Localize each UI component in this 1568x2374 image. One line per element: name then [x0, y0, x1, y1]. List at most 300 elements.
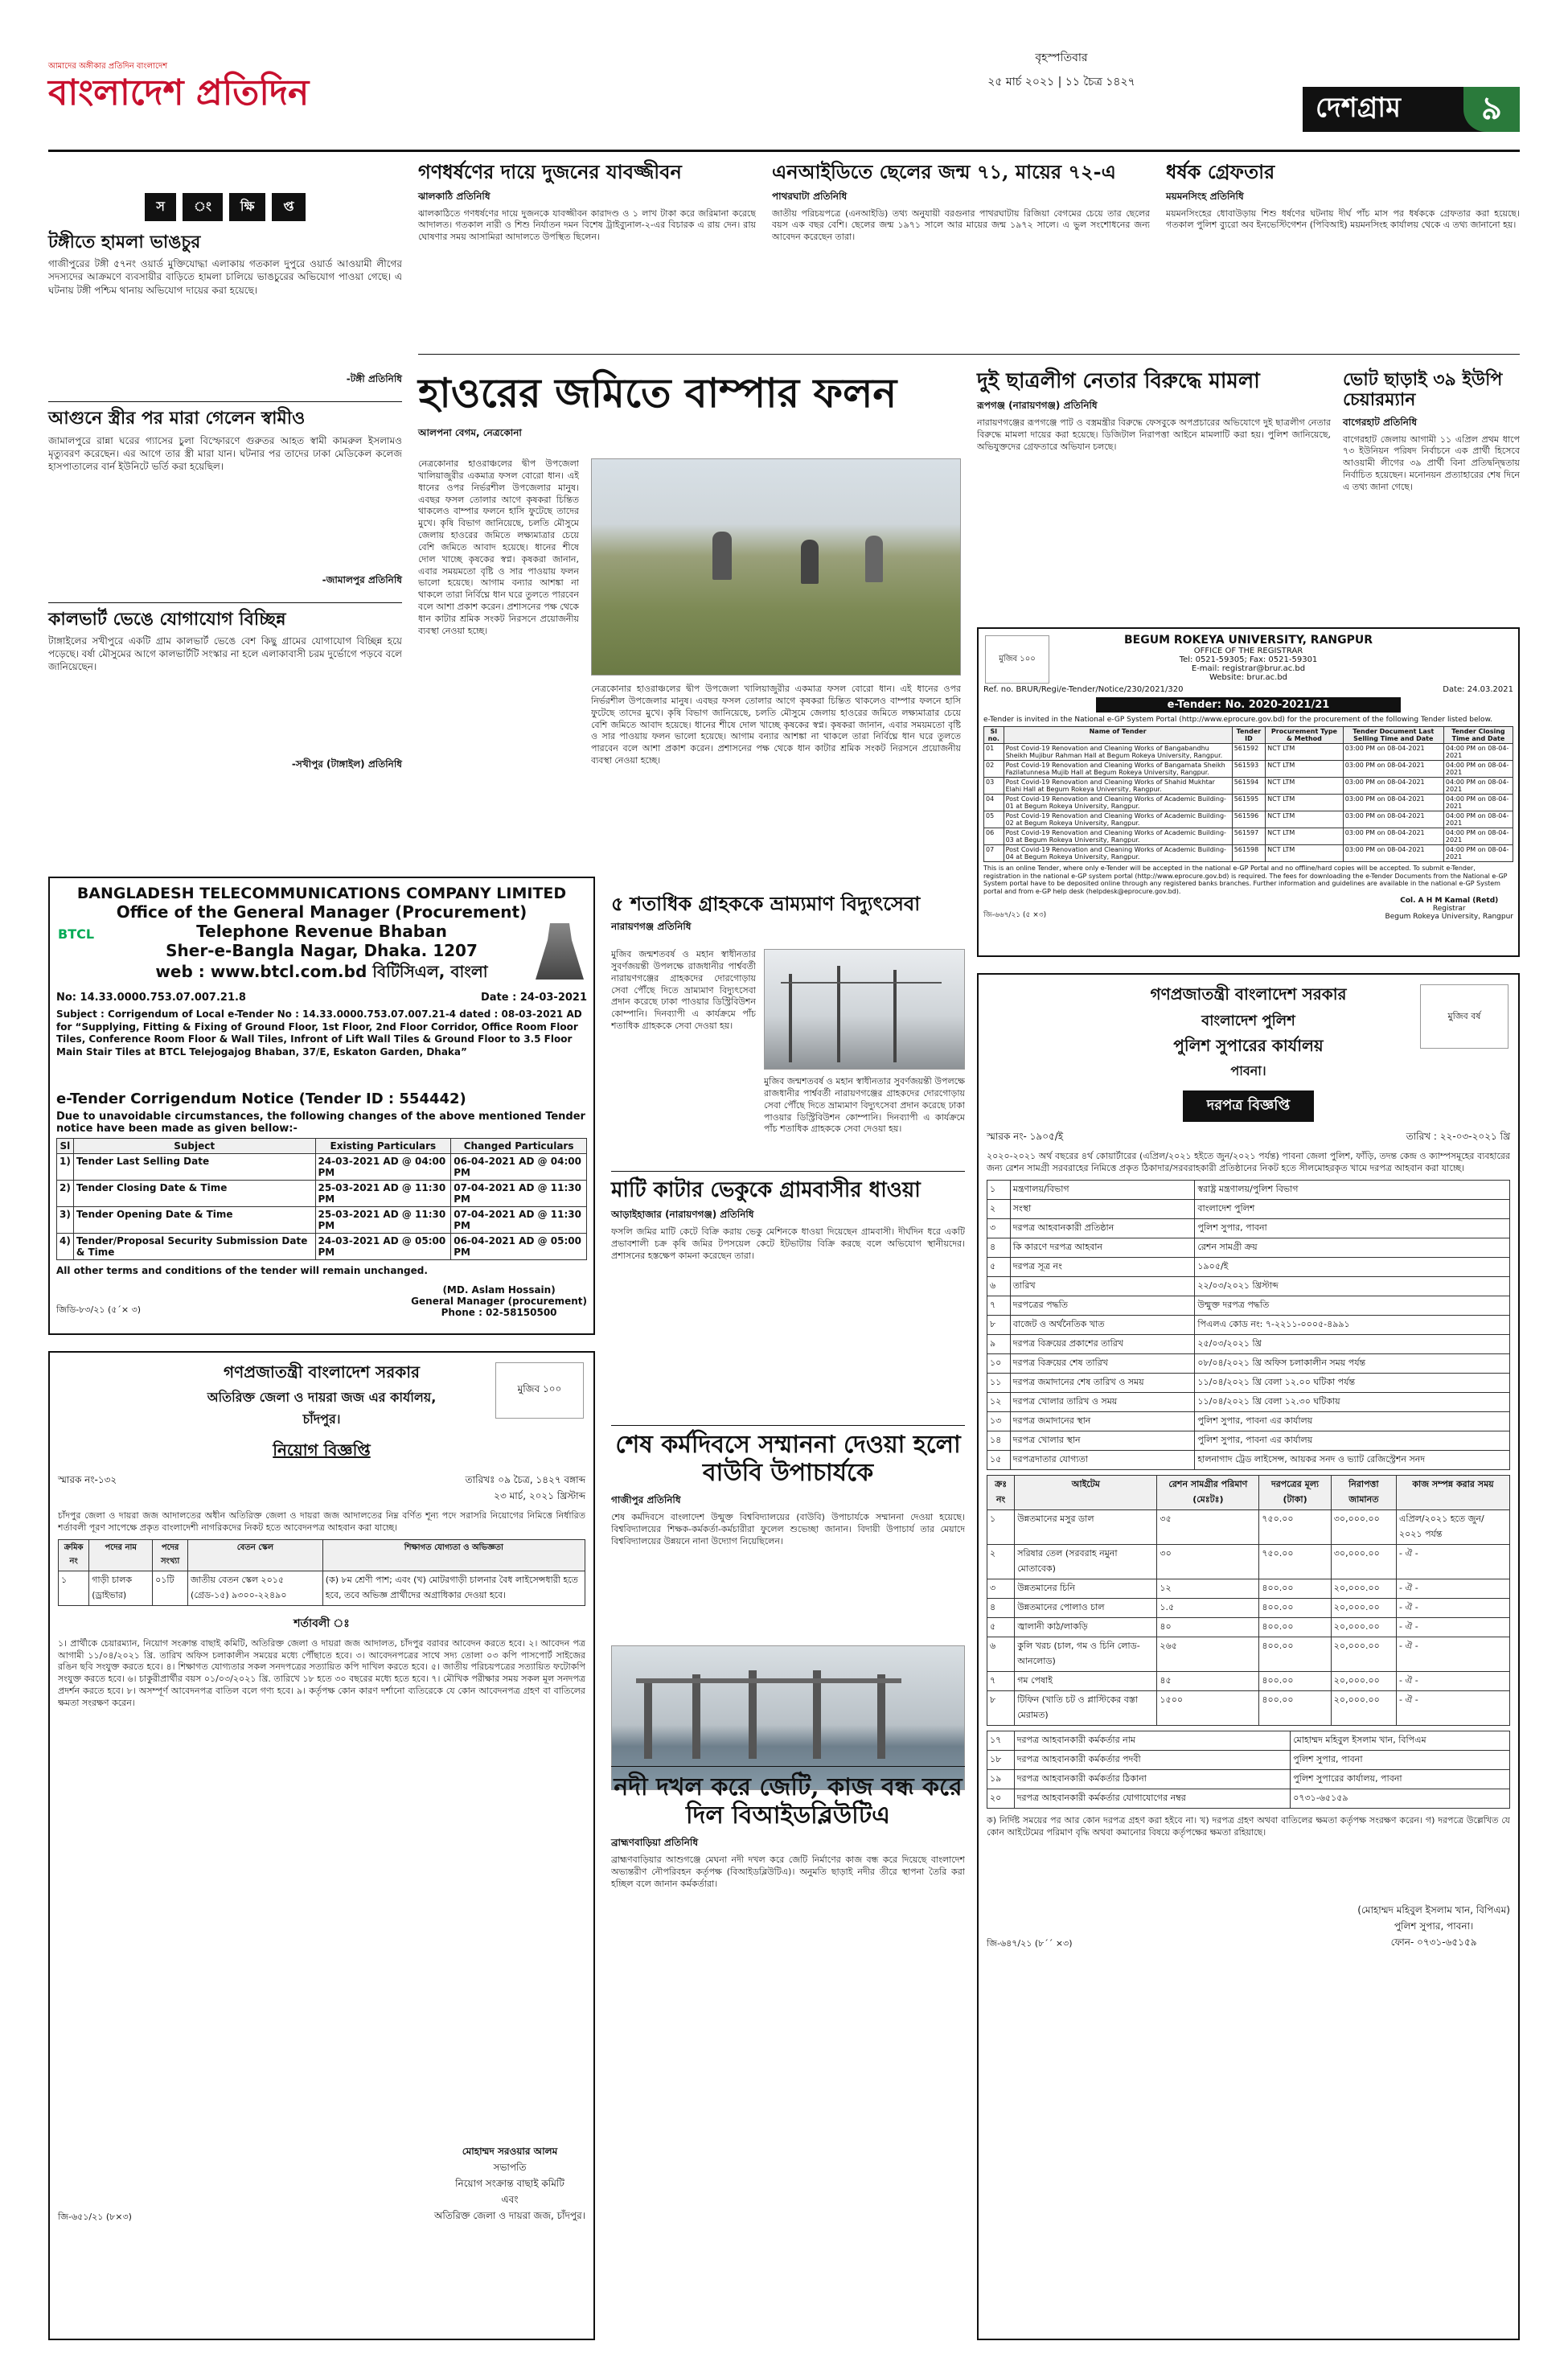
chandpur-cell: (ক) ৮ম শ্রেণী পাশ; এবং (খ) মোটরগাড়ী চালনার বৈধ লাইসেন্সধারী হতে হবে, তবে অভিজ্ঞ প্রার্থীদের অগ্রাধিকার দেওয়া হবে।	[322, 1571, 585, 1605]
police-items-cell: - ঐ -	[1396, 1637, 1509, 1671]
rokeya-cell: Post Covid-19 Renovation and Cleaning Works of Academic Building-04 at Begum Rokeya University, Rangpur.	[1004, 845, 1232, 862]
police-items-cell: ৩০,০০০.০০	[1331, 1509, 1396, 1544]
police-info-cell: ৫	[987, 1257, 1011, 1276]
table-row	[59, 1571, 585, 1605]
rokeya-cell: NCT LTM	[1266, 845, 1344, 862]
police-officer-cell: পুলিশ সুপারের কার্যালয়, পাবনা	[1291, 1769, 1510, 1789]
police-items-cell: ৩	[987, 1579, 1015, 1598]
table-row	[987, 1218, 1510, 1238]
police-info-cell: ১৫	[987, 1450, 1011, 1469]
police-info-cell: ১৩	[987, 1411, 1011, 1431]
masthead	[48, 32, 1520, 153]
btcl-cell: 2)	[57, 1181, 74, 1207]
police-items-cell: ৪০০.০০	[1259, 1637, 1331, 1671]
rokeya-cell: 04:00 PM on 08-04-2021	[1443, 778, 1513, 795]
right-story	[977, 370, 1331, 627]
chandpur-header: পদের সংখ্যা	[153, 1539, 188, 1571]
rokeya-cell: 03:00 PM on 08-04-2021	[1343, 795, 1443, 811]
ad-tel: Tel: 0521-59305; Fax: 0521-59301	[1179, 655, 1318, 664]
btcl-header: Existing Particulars	[315, 1139, 451, 1154]
police-info-cell: ৪	[987, 1238, 1011, 1257]
rokeya-cell: 04:00 PM on 08-04-2021	[1443, 811, 1513, 828]
police-info-cell: ২	[987, 1199, 1011, 1218]
police-items-cell: উন্নতমানের মসুর ডাল	[1015, 1509, 1157, 1544]
btcl-cell: 06-04-2021 AD @ 04:00 PM	[451, 1154, 587, 1181]
ad-title: নিয়োগ বিজ্ঞপ্তি	[273, 1440, 371, 1460]
btcl-header: Subject	[73, 1139, 315, 1154]
ad-gd-code: জিডি-৮৩/২১ (৫´× ৩)	[56, 1304, 142, 1315]
btcl-cell: 07-04-2021 AD @ 11:30 PM	[451, 1207, 587, 1234]
btcl-header: Sl	[57, 1139, 74, 1154]
rokeya-cell: 561597	[1232, 828, 1265, 845]
ad-signer: Col. A H M Kamal (Retd)	[1400, 897, 1499, 905]
police-items-cell: সরিষার তেল (সরবরাহ নমুনা মোতাবেক)	[1015, 1544, 1157, 1579]
rokeya-header: Sl no.	[984, 727, 1004, 744]
police-items-cell: ২০,০০০.০০	[1331, 1579, 1396, 1598]
story-byline: গাজীপুর প্রতিনিধি	[611, 1494, 681, 1505]
police-info-cell: উন্মুক্ত দরপত্র পদ্ধতি	[1195, 1296, 1510, 1315]
police-info-cell: হালনাগাদ ট্রেড লাইসেন্স, আয়কর সনদ ও ভ্যাট রেজিস্ট্রেশন সনদ	[1195, 1450, 1510, 1469]
ad-subject: Subject : Corrigendum of Local e-Tender No : 14.33.0000.753.07.007.21-4 dated : 08-03-2021 AD for “Supplying, Fitting & Fixing of Ground Floor, 1st Floor, 2nd Floor Corridor, Office Room Floor Tiles, Conference Room Floor & Wall Tiles, Infront of Lift Wall Tiles & Ground Floor to 3.5 Floor Main Stair Tiles at BTCL Telejogajog Bhaban, 37/E, Eskaton Garden, Dhaka”	[56, 1008, 582, 1058]
police-officer-cell: ০৭৩১-৬৫১৫৯	[1291, 1789, 1510, 1808]
jetty-photo	[611, 1645, 965, 1790]
mujib-emblem	[1420, 984, 1508, 1049]
rokeya-cell: 561595	[1232, 795, 1265, 811]
rokeya-cell: 561598	[1232, 845, 1265, 862]
police-info-cell: দরপত্র খোলার তারিখ ও সময়	[1010, 1392, 1195, 1411]
chandpur-post-table	[58, 1539, 585, 1606]
ad-intro: e-Tender is invited in the National e-GP System Portal (http://www.eprocure.gov.bd) for the procurement of the following Tender listed below.	[983, 716, 1492, 724]
brief-item	[48, 610, 402, 774]
police-info-cell: ৯	[987, 1334, 1011, 1353]
ad-gd-code: জি-৬৪৭/২১ (৮´´ ×৩)	[987, 1937, 1073, 1949]
table-row	[987, 1411, 1510, 1431]
rokeya-cell: 03:00 PM on 08-04-2021	[1343, 811, 1443, 828]
rokeya-header: Name of Tender	[1004, 727, 1232, 744]
police-items-cell: ৪০	[1157, 1617, 1259, 1637]
table-row	[984, 761, 1513, 778]
police-items-header: ক্রঃ নং	[987, 1475, 1015, 1509]
emblem-label: মুজিব ১০০	[517, 1383, 562, 1394]
brief-item	[48, 409, 402, 589]
ad-office: পুলিশ সুপারের কার্যালয়	[1173, 1036, 1324, 1055]
ad-tender-no: e-Tender: No. 2020-2021/21	[1096, 697, 1401, 713]
police-items-cell: - ঐ -	[1396, 1598, 1509, 1617]
logo-text: বাংলাদেশ প্রতিদিন	[48, 72, 310, 113]
police-officer-cell: দরপত্র আহবানকারী কর্মকর্তার নাম	[1014, 1731, 1291, 1750]
table-row	[987, 1199, 1510, 1218]
ad-gd-code: জি-৬৫১/২১ (৮×৩)	[58, 2211, 132, 2222]
story-body: শেষ কর্মদিবসে বাংলাদেশ উন্মুক্ত বিশ্ববিদ্যালয়ের (বাউবি) উপাচার্যকে সম্মাননা দেওয়া হয়েছে। বিশ্ববিদ্যালয়ের শিক্ষক-কর্মকর্তা-কর্মচারীরা ফুলেল শুভেচ্ছা জানান। বিদায়ী উপাচার্য তার মেয়াদে বিশ্ববিদ্যালয়ের উন্নয়নে নানা উদ্যোগ নিয়েছিলেন।	[611, 1512, 965, 1546]
rokeya-header: Tender ID	[1232, 727, 1265, 744]
police-info-cell: ০৮/০৪/২০২১ খ্রি অফিস চলাকালীন সময় পর্যন্ত	[1195, 1353, 1510, 1373]
ad-signer-committee: নিয়োগ সংক্রান্ত বাছাই কমিটি	[455, 2177, 564, 2189]
table-row	[987, 1544, 1510, 1579]
btcl-cell: 4)	[57, 1234, 74, 1260]
police-items-header: কাজ সম্পন্ন করার সময়	[1396, 1475, 1509, 1509]
story-headline: নদী দখল করে জেটি, কাজ বন্ধ করে দিল বিআইডব্লিউটিএ	[614, 1773, 963, 1830]
police-info-cell: তারিখ	[1010, 1276, 1195, 1296]
police-items-cell: - ঐ -	[1396, 1671, 1509, 1690]
mid-story	[611, 1774, 965, 2337]
police-items-cell: ৮	[987, 1690, 1015, 1725]
ad-gov: গণপ্রজাতন্ত্রী বাংলাদেশ সরকার	[224, 1362, 420, 1382]
page-number: ৯	[1463, 87, 1520, 132]
police-info-cell: বাজেট ও অর্থনৈতিক খাত	[1010, 1315, 1195, 1334]
table-row	[987, 1431, 1510, 1450]
police-info-cell: ১৪	[987, 1431, 1011, 1450]
lead-story	[418, 370, 965, 885]
ad-place: চাঁদপুর।	[302, 1411, 341, 1427]
police-info-cell: দরপত্র বিক্রয়ের শেষ তারিখ	[1010, 1353, 1195, 1373]
police-info-cell: পুলিশ সুপার, পাবনা এর কার্যালয়	[1195, 1411, 1510, 1431]
police-info-cell: ১১	[987, 1373, 1011, 1392]
police-info-cell: কি কারণে দরপত্র আহবান	[1010, 1238, 1195, 1257]
police-items-cell: ৪৫	[1157, 1671, 1259, 1690]
emblem-label: মুজিব ১০০	[999, 654, 1036, 663]
rokeya-cell: NCT LTM	[1266, 811, 1344, 828]
brief-credit: -জামালপুর প্রতিনিধি	[322, 573, 402, 585]
rokeya-cell: Post Covid-19 Renovation and Cleaning Works of Academic Building-01 at Begum Rokeya University, Rangpur.	[1004, 795, 1232, 811]
table-row	[987, 1671, 1510, 1690]
ad-signer: (MD. Aslam Hossain)	[442, 1284, 556, 1296]
police-officer-cell: দরপত্র আহবানকারী কর্মকর্তার পদবী	[1014, 1750, 1291, 1769]
ad-signer-title: Registrar	[1432, 905, 1466, 913]
police-items-header: আইটেম	[1015, 1475, 1157, 1509]
top-story	[418, 161, 756, 346]
ad-title: দরপত্র বিজ্ঞপ্তি	[1183, 1090, 1314, 1122]
ad-intro: Due to unavoidable circumstances, the following changes of the above mentioned Tender notice have been made as given bellow:-	[56, 1111, 585, 1135]
police-items-cell: ৫	[987, 1617, 1015, 1637]
table-row	[987, 1617, 1510, 1637]
rokeya-cell: 03:00 PM on 08-04-2021	[1343, 744, 1443, 761]
brief-body: টাঙ্গাইলের সখীপুরে একটি গ্রাম কালভার্ট ভেঙে বেশ কিছু গ্রামের যোগাযোগ বিচ্ছিন্ন হয়ে পড়েছে। বর্ষা মৌসুমের আগে কালভার্টটি সংস্কার না হলে এলাকাবাসী চরম দুর্ভোগে পড়বে বলে জানিয়েছেন।	[48, 635, 402, 673]
rokeya-cell: Post Covid-19 Renovation and Cleaning Works of Academic Building-03 at Begum Rokeya University, Rangpur.	[1004, 828, 1232, 845]
police-items-cell: ৩৫	[1157, 1509, 1259, 1544]
chandpur-header: পদের নাম	[89, 1539, 153, 1571]
police-officer-cell: দরপত্র আহবানকারী কর্মকর্তার ঠিকানা	[1014, 1769, 1291, 1789]
table-row	[987, 1180, 1510, 1199]
section-name: দেশগ্রাম	[1316, 91, 1401, 124]
btcl-cell: 25-03-2021 AD @ 11:30 PM	[315, 1181, 451, 1207]
story-byline: ময়মনসিংহ প্রতিনিধি	[1166, 190, 1244, 202]
ad-email: E-mail: registrar@brur.ac.bd	[1191, 664, 1306, 673]
police-items-cell: ৩০	[1157, 1544, 1259, 1579]
table-row	[987, 1296, 1510, 1315]
ad-signer-and: এবং	[501, 2193, 519, 2205]
ad-gov: গণপ্রজাতন্ত্রী বাংলাদেশ সরকার	[1150, 984, 1347, 1004]
mid-story	[611, 893, 965, 1166]
power-substation-photo	[764, 949, 965, 1070]
police-info-cell: ২৫/০৩/২০২১ খ্রি	[1195, 1334, 1510, 1353]
police-info-cell: পিএলএ কোড নং: ৭-২২১১-০০০৫-৪৯৯১	[1195, 1315, 1510, 1334]
police-items-cell: ২৬৫	[1157, 1637, 1259, 1671]
police-items-cell: ১	[987, 1509, 1015, 1544]
police-items-cell: ৭৫০.০০	[1259, 1509, 1331, 1544]
police-info-cell: দরপত্রদাতার যোগ্যতা	[1010, 1450, 1195, 1469]
police-info-cell: ২২/০৩/২০২১ খ্রিস্টাব্দ	[1195, 1276, 1510, 1296]
rokeya-cell: 03:00 PM on 08-04-2021	[1343, 778, 1443, 795]
story-body: ফসলি জমির মাটি কেটে বিক্রি করায় ভেকু মেশিনকে ধাওয়া দিয়েছেন গ্রামবাসী। দীর্ঘদিন ধরে একটি প্রভাবশালী চক্র কৃষি জমির টপসয়েল কেটে ইটভাটায় বিক্রি করছে বলে অভিযোগ স্থানীয়দের। প্রশাসনের হস্তক্ষেপ কামনা করেছেন তারা।	[611, 1226, 965, 1261]
story-byline: ব্রাহ্মণবাড়িয়া প্রতিনিধি	[611, 1837, 699, 1848]
police-officer-cell: পুলিশ সুপার, পাবনা	[1291, 1750, 1510, 1769]
table-row	[984, 845, 1513, 862]
ad-office: Office of the General Manager (Procurement)	[116, 902, 527, 922]
ad-office: OFFICE OF THE REGISTRAR	[1193, 647, 1303, 655]
masthead-rule	[48, 150, 1520, 152]
table-row	[987, 1598, 1510, 1617]
police-items-cell: ৪০০.০০	[1259, 1617, 1331, 1637]
police-items-header: রেশন সামগ্রীর পরিমাণ (মেঃটঃ)	[1157, 1475, 1259, 1509]
police-info-cell: রেশন সামগ্রী ক্রয়	[1195, 1238, 1510, 1257]
police-items-cell: - ঐ -	[1396, 1690, 1509, 1725]
emblem-label: মুজিব বর্ষ	[1447, 1010, 1481, 1021]
police-info-cell: দরপত্র জমাদানের শেষ তারিখ ও সময়	[1010, 1373, 1195, 1392]
newspaper-logo	[48, 60, 309, 111]
ad-dept: বাংলাদেশ পুলিশ	[1201, 1012, 1295, 1029]
ad-ref: Ref. no. BRUR/Regi/e-Tender/Notice/230/2021/320	[983, 685, 1184, 694]
police-items-cell: ২০,০০০.০০	[1331, 1637, 1396, 1671]
police-info-cell: ১১/০৪/২০২১ খ্রি বেলা ১২.০০ ঘটিকা পর্যন্ত	[1195, 1373, 1510, 1392]
ad-gd-code: জি-৬৬৭/২১ (৫ ×৩)	[983, 911, 1047, 919]
police-officer-cell: ১৮	[987, 1750, 1015, 1769]
table-row	[987, 1690, 1510, 1725]
issue-day: বৃহস্পতিবার	[1035, 51, 1088, 64]
ad-signer-title: সভাপতি	[493, 2161, 527, 2173]
police-items-header: দরপত্রের মূল্য (টাকা)	[1259, 1475, 1331, 1509]
police-officer-table	[987, 1731, 1510, 1809]
police-items-cell: ২	[987, 1544, 1015, 1579]
rokeya-header: Tender Document Last Selling Time and Date	[1343, 727, 1443, 744]
btcl-logo	[58, 926, 122, 942]
police-items-cell: ৪	[987, 1598, 1015, 1617]
issue-date: ২৫ মার্চ ২০২১ | ১১ চৈত্র ১৪২৭	[987, 76, 1135, 88]
table-row	[987, 1315, 1510, 1334]
ad-memo-no: স্মারক নং-১৩২	[58, 1474, 117, 1485]
table-row	[987, 1392, 1510, 1411]
mujib-emblem	[985, 635, 1049, 684]
police-items-cell: ৪০০.০০	[1259, 1598, 1331, 1617]
logo-label: BTCL	[58, 926, 95, 942]
story-body: বাগেরহাট জেলায় আগামী ১১ এপ্রিল প্রথম ধাপে ৭৩ ইউনিয়ন পরিষদ নির্বাচনে এক প্রার্থী হিসেবে আওয়ামী লীগের ৩৯ প্রার্থী বিনা প্রতিদ্বন্দ্বিতায় নির্বাচিত হয়েছেন। মনোনয়ন প্রত্যাহারের শেষ দিনে এ তথ্য জানা গেছে।	[1343, 433, 1520, 492]
story-byline: নারায়ণগঞ্জ প্রতিনিধি	[611, 920, 692, 932]
table-row	[987, 1789, 1510, 1808]
brief-credit: -টঙ্গী প্রতিনিধি	[346, 373, 402, 385]
police-info-cell: ৬	[987, 1276, 1011, 1296]
rokeya-cell: Post Covid-19 Renovation and Cleaning Works of Academic Building-02 at Begum Rokeya University, Rangpur.	[1004, 811, 1232, 828]
story-byline: আড়াইহাজার (নারায়ণগঞ্জ) প্রতিনিধি	[611, 1208, 754, 1220]
story-byline: ঝালকাঠি প্রতিনিধি	[418, 190, 491, 202]
ad-website: Website: brur.ac.bd	[1209, 673, 1288, 682]
rokeya-cell: NCT LTM	[1266, 828, 1344, 845]
table-row	[987, 1353, 1510, 1373]
rokeya-cell: 04:00 PM on 08-04-2021	[1443, 828, 1513, 845]
logo-tagline: আমাদের অঙ্গীকার প্রতিদিন বাংলাদেশ	[48, 62, 168, 71]
section-banner	[1303, 87, 1520, 132]
btcl-cell: 24-03-2021 AD @ 05:00 PM	[315, 1234, 451, 1260]
rokeya-cell: 04:00 PM on 08-04-2021	[1443, 845, 1513, 862]
story-body: নারায়ণগঞ্জের রূপগঞ্জে পাট ও বস্ত্রমন্ত্রীর বিরুদ্ধে ফেসবুকে অপপ্রচারের অভিযোগে দুই ছাত্রলীগ নেতার বিরুদ্ধে মামলা দায়ের করা হয়েছে। ডিজিটাল নিরাপত্তা আইনে মামলাটি করা হয়। পুলিশ জানিয়েছে, অভিযুক্তদের গ্রেফতারে অভিযান চলছে।	[977, 417, 1331, 452]
ad-terms-title: শর্তাবলী ঃ	[293, 1616, 350, 1630]
btcl-header: Changed Particulars	[451, 1139, 587, 1154]
rokeya-cell: NCT LTM	[1266, 761, 1344, 778]
police-officer-cell: ১৯	[987, 1769, 1015, 1789]
brief-item	[48, 232, 402, 388]
police-items-cell: ২০,০০০.০০	[1331, 1690, 1396, 1725]
brief-label-char: ক্ষি	[229, 193, 266, 221]
rokeya-header: Tender Closing Time and Date	[1443, 727, 1513, 744]
brief-title: আগুনে স্ত্রীর পর মারা গেলেন স্বামীও	[48, 408, 306, 429]
table-row	[987, 1637, 1510, 1671]
brief-body: জামালপুরে রান্না ঘরের গ্যাসের চুলা বিস্ফোরণে গুরুতর আহত স্বামী কামরুল ইসলামও মৃত্যুবরণ করেছেন। এর আগে তার স্ত্রী মারা যান। ঘটনার পর তাদের ঢাকা মেডিকেল কলেজ হাসপাতালের বার্ন ইউনিটে ভর্তি করা হয়েছিল।	[48, 434, 402, 472]
story-headline: দুই ছাত্রলীগ নেতার বিরুদ্ধে মামলা	[977, 369, 1260, 393]
rokeya-cell: 01	[984, 744, 1004, 761]
rokeya-cell: 06	[984, 828, 1004, 845]
table-row	[57, 1154, 587, 1181]
brief-label	[48, 193, 402, 221]
police-items-cell: ৩০,০০০.০০	[1331, 1544, 1396, 1579]
ad-phone: Phone : 02-58150500	[441, 1307, 557, 1318]
table-row	[57, 1181, 587, 1207]
rokeya-cell: 561593	[1232, 761, 1265, 778]
police-officer-cell: দরপত্র আহবানকারী কর্মকর্তার যোগাযোগের নম্বর	[1014, 1789, 1291, 1808]
table-row	[57, 1207, 587, 1234]
police-info-cell: বাংলাদেশ পুলিশ	[1195, 1199, 1510, 1218]
rokeya-header: Procurement Type & Method	[1266, 727, 1344, 744]
rokeya-cell: 04:00 PM on 08-04-2021	[1443, 795, 1513, 811]
rokeya-cell: 05	[984, 811, 1004, 828]
btcl-cell: Tender/Proposal Security Submission Date & Time	[73, 1234, 315, 1260]
police-info-cell: দরপত্র বিক্রয়ের প্রকাশের তারিখ	[1010, 1334, 1195, 1353]
table-row	[987, 1509, 1510, 1544]
police-items-cell: ২০,০০০.০০	[1331, 1617, 1396, 1637]
story-body: ময়মনসিংহের ধোবাউড়ায় শিশু ধর্ষণের ঘটনায় দীর্ঘ পাঁচ মাস পর ধর্ষককে গ্রেফতার করা হয়েছে। গতকাল পুলিশ ব্যুরো অব ইনভেস্টিগেশন (পিবিআই) ময়মনসিংহ কার্যালয় থেকে এ তথ্য জানানো হয়।	[1166, 207, 1520, 231]
police-items-cell: কুলি খরচ (চাল, গম ও চিনি লোড-আনলোড)	[1015, 1637, 1157, 1671]
table-row	[984, 795, 1513, 811]
story-body: ঝালকাঠিতে গণধর্ষণের দায়ে দুজনকে যাবজ্জীবন কারাদণ্ড ও ১ লাখ টাকা করে জরিমানা করেছে আদালত। গতকাল নারী ও শিশু নির্যাতন দমন বিশেষ ট্রাইব্যুনাল-২-এর বিচারক এ রায় দেন। রায় ঘোষণার সময় আসামিরা আদালতে উপস্থিত ছিলেন।	[418, 207, 756, 243]
btcl-cell: Tender Closing Date & Time	[73, 1181, 315, 1207]
police-info-cell: মন্ত্রণালয়/বিভাগ	[1010, 1180, 1195, 1199]
story-headline: ধর্ষক গ্রেফতার	[1166, 160, 1275, 183]
police-items-cell: গম পেষাই	[1015, 1671, 1157, 1690]
chandpur-header: বেতন স্কেল	[188, 1539, 323, 1571]
ad-web: web : www.btcl.com.bd বিটিসিএল, বাংলা	[155, 962, 488, 981]
story-body: জাতীয় পরিচয়পত্রে (এনআইডি) তথ্য অনুযায়ী বরগুনার পাথরঘাটায় রিজিয়া বেগমের চেয়ে তার ছেলের বয়স এক বছর বেশি। ছেলের জন্ম ১৯৭১ সালে আর মায়ের জন্ম ১৯৭২ সালে। এ ভুল সংশোধনের জন্য আবেদন করেছেন তারা।	[772, 207, 1150, 243]
rokeya-cell: 03:00 PM on 08-04-2021	[1343, 828, 1443, 845]
police-items-cell: ১.৫	[1157, 1598, 1259, 1617]
story-headline: ভোট ছাড়াই ৩৯ ইউপি চেয়ারম্যান	[1343, 369, 1503, 411]
ad-date: Date: 24.03.2021	[1443, 685, 1513, 694]
ad-address: Sher-e-Bangla Nagar, Dhaka. 1207	[166, 941, 478, 960]
ad-memo-no: No: 14.33.0000.753.07.007.21.8	[56, 992, 246, 1004]
police-items-cell: উন্নতমানের চিনি	[1015, 1579, 1157, 1598]
ad-intro: ২০২০-২০২১ অর্থ বছরের ৪র্থ কোয়ার্টারের (এপ্রিল/২০২১ হইতে জুন/২০২১ পর্যন্ত) পাবনা জেলা পুলিশ, ফাঁড়ি, তদন্ত কেন্দ্র ও ক্যাম্পসমূহের ব্যবহারের জন্য রেশন সামগ্রী সরবরাহের নিমিত্তে প্রকৃত ঠিকাদার/সরবরাহকারী প্রতিষ্ঠানের নিকট হতে সীলমোহরকৃত খামে দরপত্র আহবান করা যাচ্ছে।	[987, 1151, 1510, 1173]
lead-byline: আলপনা বেগম, নেত্রকোনা	[418, 426, 522, 438]
brief-body: গাজীপুরের টঙ্গী ৫৭নং ওয়ার্ড মুক্তিযোদ্ধা এলাকায় গতকাল দুপুরে ওয়ার্ড আওয়ামী লীগের সদস্যদের আক্রমণে ব্যবসায়ীর বাড়িতে হামলা চালিয়ে ভাঙচুরের অভিযোগ পাওয়া গেছে। এ ঘটনায় টঙ্গী পশ্চিম থানায় অভিযোগ দায়ের করা হয়েছে।	[48, 258, 402, 296]
police-items-cell: - ঐ -	[1396, 1579, 1509, 1598]
btcl-cell: Tender Last Selling Date	[73, 1154, 315, 1181]
chandpur-recruitment-ad	[48, 1351, 595, 2340]
police-items-cell: উন্নতমানের পোলাও চাল	[1015, 1598, 1157, 1617]
police-info-cell: দরপত্র আহবানকারী প্রতিষ্ঠান	[1010, 1218, 1195, 1238]
rokeya-cell: 02	[984, 761, 1004, 778]
story-body: মুজিব জন্মশতবর্ষ ও মহান স্বাধীনতার সুবর্ণজয়ন্তী উপলক্ষে রাজধানীর পার্শ্ববর্তী নারায়ণগঞ্জের গ্রাহকদের দোরগোড়ায় সেবা পৌঁছে দিতে ভ্রাম্যমাণ বিদ্যুৎসেবা প্রদান করেছে ঢাকা পাওয়ার ডিস্ট্রিবিউশন কোম্পানি। দিনব্যাপী এ কার্যক্রমে পাঁচ শতাধিক গ্রাহককে সেবা দেওয়া হয়।	[611, 949, 756, 1032]
table-row	[987, 1373, 1510, 1392]
btcl-tender-ad	[48, 877, 595, 1335]
paddy-field-photo	[591, 458, 961, 676]
police-info-table	[987, 1180, 1510, 1470]
rokeya-cell: 04:00 PM on 08-04-2021	[1443, 761, 1513, 778]
table-row	[984, 811, 1513, 828]
police-items-cell: টিফিন (খাতি চট ও প্লাস্টিকের বস্তা মেরামত)	[1015, 1690, 1157, 1725]
brief-column	[48, 193, 402, 869]
mid-story	[611, 1431, 965, 1761]
story-headline: ৫ শতাধিক গ্রাহককে ভ্রাম্যমাণ বিদ্যুৎসেবা	[611, 892, 921, 915]
police-items-cell: ২০,০০০.০০	[1331, 1598, 1396, 1617]
police-items-cell: - ঐ -	[1396, 1617, 1509, 1637]
ad-signer: (মোহাম্মদ মহিবুল ইসলাম খান, বিপিএম)	[1357, 1904, 1510, 1916]
ad-memo-no: স্মারক নং- ১৯০৫/ই	[987, 1131, 1064, 1142]
rokeya-cell: 561594	[1232, 778, 1265, 795]
police-items-header: নিরাপত্তা জামানত	[1331, 1475, 1396, 1509]
chandpur-cell: ০১টি	[153, 1571, 188, 1605]
story-body-cont: মুজিব জন্মশতবর্ষ ও মহান স্বাধীনতার সুবর্ণজয়ন্তী উপলক্ষে রাজধানীর পার্শ্ববর্তী নারায়ণগঞ্জের গ্রাহকদের দোরগোড়ায় সেবা পৌঁছে দিতে ভ্রাম্যমাণ বিদ্যুৎসেবা প্রদান করেছে ঢাকা পাওয়ার ডিস্ট্রিবিউশন কোম্পানি। দিনব্যাপী এ কার্যক্রমে পাঁচ শতাধিক গ্রাহককে সেবা দেওয়া হয়।	[764, 1076, 965, 1135]
rokeya-cell: 03:00 PM on 08-04-2021	[1343, 845, 1443, 862]
rokeya-cell: 561592	[1232, 744, 1265, 761]
rokeya-cell: NCT LTM	[1266, 795, 1344, 811]
police-info-cell: সংস্থা	[1010, 1199, 1195, 1218]
ad-phone: ফোন- ০৭৩১-৬৫১৫৯	[1390, 1936, 1477, 1948]
police-info-cell: ৩	[987, 1218, 1011, 1238]
ad-bhaban: Telephone Revenue Bhaban	[196, 922, 447, 941]
police-items-cell: ৬	[987, 1637, 1015, 1671]
lead-headline: হাওরের জমিতে বাম্পার ফলন	[418, 369, 897, 417]
story-body: ব্রাহ্মণবাড়িয়ার আশুগঞ্জে মেঘনা নদী দখল করে জেটি নির্মাণের কাজ বন্ধ করে দিয়েছে বাংলাদেশ অভ্যন্তরীণ নৌপরিবহন কর্তৃপক্ষ (বিআইডব্লিউটিএ)। অনুমতি ছাড়াই নদীর তীরে স্থাপনা তৈরি করা হচ্ছিল বলে জানান কর্মকর্তারা।	[611, 1854, 965, 1889]
chandpur-header: ক্রমিক নং	[59, 1539, 89, 1571]
police-info-cell: দরপত্রের পদ্ধতি	[1010, 1296, 1195, 1315]
police-info-cell: ১১/০৪/২০২১ খ্রি বেলা ১২.৩০ ঘটিকায়	[1195, 1392, 1510, 1411]
mid-story	[611, 1179, 965, 1420]
lead-body-cont: নেত্রকোনার হাওরাঞ্চলের দ্বীপ উপজেলা খালিয়াজুরীর একমাত্র ফসল বোরো ধান। এই ধানের ওপর নির্ভরশীল উপজেলার মানুষ। এবছর ফসল তোলার আগে কৃষকরা চিন্তিত থাকলেও বাম্পার ফলনে হাসি ফুটেছে তাদের মুখে। কৃষি বিভাগ জানিয়েছে, চলতি মৌসুমে জেলায় হাওরের জমিতে লক্ষ্যমাত্রার চেয়ে বেশি জমিতে আবাদ হয়েছে। ধানের শীষে দোল খাচ্ছে কৃষকের স্বপ্ন। কৃষকরা জানান, এবার সময়মতো বৃষ্টি ও সার পাওয়ায় ফলন ভালো হয়েছে। আগাম বন্যার আশঙ্কা না থাকলে তারা নির্বিঘ্নে ধান ঘরে তুলতে পারবেন বলে আশা প্রকাশ করেন। প্রশাসনের পক্ষ থেকে ধান কাটার শ্রমিক সংকট নিরসনে প্রয়োজনীয় ব্যবস্থা নেওয়া হচ্ছে।	[591, 684, 961, 766]
table-row	[987, 1238, 1510, 1257]
ad-notes: ক) নির্দিষ্ট সময়ের পর আর কোন দরপত্র গ্রহণ করা হইবে না। খ) দরপত্র গ্রহণ অথবা বাতিলের ক্ষমতা কর্তৃপক্ষ সংরক্ষণ করেন। গ) দরপত্রে উল্লেখিত যে কোন আইটেমের পরিমাণ বৃদ্ধি অথবা কমানোর বিষয়ে কর্তৃপক্ষের ক্ষমতা রহিয়াছে।	[987, 1814, 1510, 1838]
table-row	[987, 1579, 1510, 1598]
brief-title: কালভার্ট ভেঙে যোগাযোগ বিচ্ছিন্ন	[48, 608, 286, 630]
police-info-cell: দরপত্র জমাদানের স্থান	[1010, 1411, 1195, 1431]
police-items-cell: ২০,০০০.০০	[1331, 1671, 1396, 1690]
brief-label-char: ং	[183, 193, 223, 221]
btcl-cell: Tender Opening Date & Time	[73, 1207, 315, 1234]
ad-terms: ১। প্রার্থীকে চেয়ারম্যান, নিয়োগ সংক্রান্ত বাছাই কমিটি, অতিরিক্ত জেলা ও দায়রা জজ আদালত, চাঁদপুর বরাবর আবেদন করতে হবে। ২। আবেদন পত্র আগামী ১১/০৪/২০২১ খ্রি. তারিখ অফিস চলাকালীন সময়ের মধ্যে পৌঁছাতে হবে। ৩। আবেদনপত্রের সাথে সদ্য তোলা ০৩ কপি পাসপোর্ট সাইজের রঙিন ছবি সংযুক্ত করতে হবে। ৪। শিক্ষাগত যোগ্যতার সকল সনদপত্রের সত্যায়িত কপি দাখিল করতে হবে। ৫। জাতীয় পরিচয়পত্রের সত্যায়িত ফটোকপি সংযুক্ত করতে হবে। ৬। চাকুরীপ্রার্থীর বয়স ০১/০৩/২০২১ খ্রি. তারিখে ১৮ হতে ৩০ বছরের মধ্যে হতে হবে। ৭। মৌখিক পরীক্ষার সময় সকল মূল সনদপত্র প্রদর্শন করতে হবে। ৮। অসম্পূর্ণ আবেদনপত্র বাতিল বলে গণ্য হবে। ৯। কর্তৃপক্ষ কোন কারণ দর্শানো ব্যতিরেকে যে কোন আবেদনপত্র গ্রহণ বা বাতিলের ক্ষমতা সংরক্ষণ করেন।	[58, 1637, 585, 1708]
story-byline: বাগেরহাট প্রতিনিধি	[1343, 416, 1418, 428]
chandpur-cell: গাড়ী চালক (ড্রাইভার)	[89, 1571, 153, 1605]
ad-signer: মোহাম্মদ সরওয়ার আলম	[462, 2145, 558, 2157]
btcl-cell: 3)	[57, 1207, 74, 1234]
btcl-changes-table	[56, 1138, 587, 1260]
right-story	[1343, 370, 1520, 627]
ad-note: This is an online Tender, where only e-Tender will be accepted in the national e-GP Portal and no offline/hard copies will be accepted. To submit e-Tender, registration in the national e-GP system portal (http://www.eprocure.gov.bd) is required. The fees for downloading the e-Tender Documents from the National e-GP System portal have to be deposited online through any registered banks branches. Further information and guidelines are available in the national e-GP System portal and from e-GP help desk (helpdesk@eprocure.gov.bd).	[983, 865, 1508, 895]
rokeya-tender-table	[983, 726, 1513, 862]
table-row	[987, 1769, 1510, 1789]
police-info-cell: দরপত্র সূত্র নং	[1010, 1257, 1195, 1276]
rokeya-cell: NCT LTM	[1266, 744, 1344, 761]
story-byline: রূপগঞ্জ (নারায়ণগঞ্জ) প্রতিনিধি	[977, 399, 1098, 411]
story-byline: পাথরঘাটা প্রতিনিধি	[772, 190, 848, 202]
police-info-cell: ১২	[987, 1392, 1011, 1411]
ad-signer-title: পুলিশ সুপার, পাবনা।	[1394, 1920, 1474, 1932]
police-items-cell: ১২	[1157, 1579, 1259, 1598]
ad-signer-office: Begum Rokeya University, Rangpur	[1385, 913, 1513, 921]
